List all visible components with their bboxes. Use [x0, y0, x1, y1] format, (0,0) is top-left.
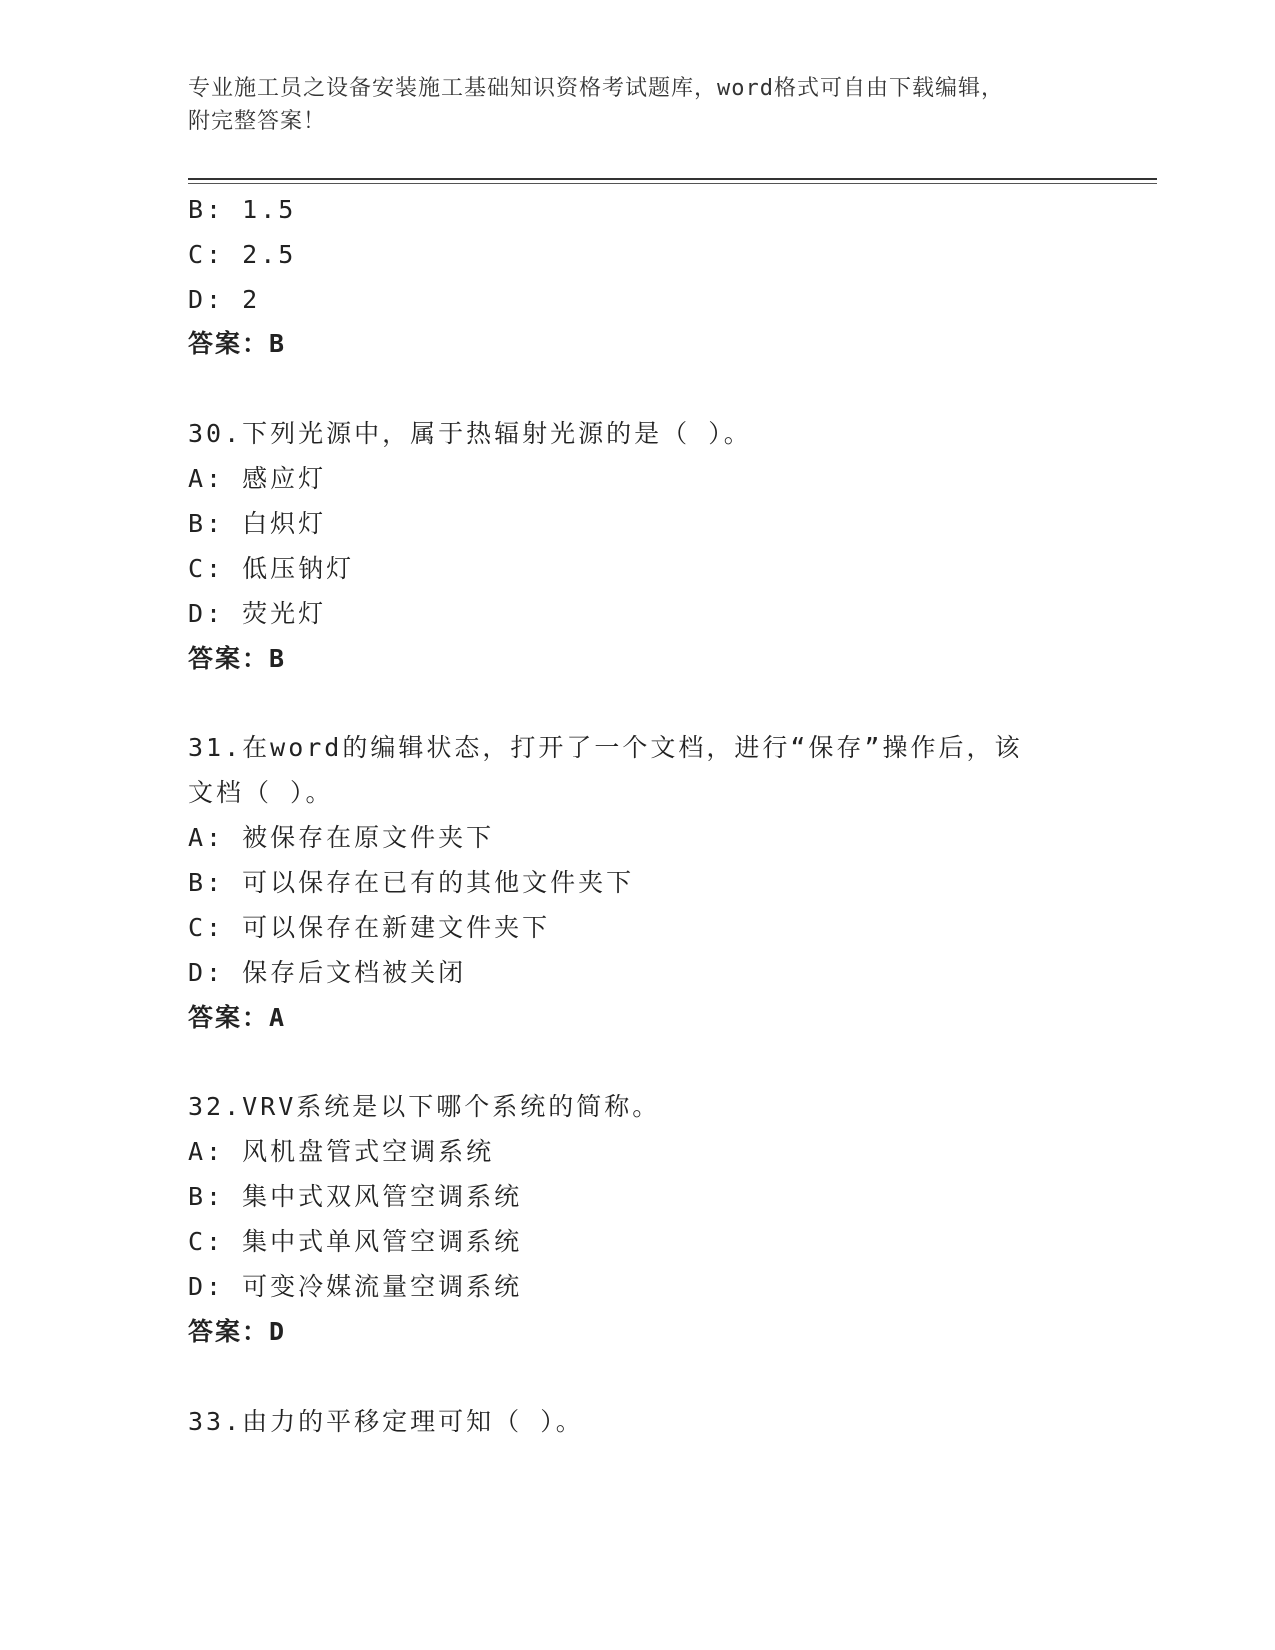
header-title-line-2: 附完整答案！: [188, 109, 327, 134]
q31-answer: 答案：A: [188, 1003, 287, 1032]
q30-option-a: A: 感应灯: [188, 464, 327, 493]
q30-question: 30.下列光源中，属于热辐射光源的是（ ）。: [188, 419, 752, 448]
q32-option-d: D: 可变冷媒流量空调系统: [188, 1272, 523, 1301]
q29-option-c: C: 2.5: [188, 240, 297, 269]
q32-option-a: A: 风机盘管式空调系统: [188, 1137, 495, 1166]
q30-option-d: D: 荧光灯: [188, 599, 327, 628]
q32-option-c: C: 集中式单风管空调系统: [188, 1227, 523, 1256]
header-title-line-1: 专业施工员之设备安装施工基础知识资格考试题库，word格式可自由下载编辑，: [188, 76, 1004, 101]
header-divider-thin: [188, 183, 1157, 184]
q31-option-c: C: 可以保存在新建文件夹下: [188, 913, 551, 942]
q31-question-line-1: 31.在word的编辑状态，打开了一个文档，进行“保存”操作后，该: [188, 733, 1023, 762]
q31-option-d: D: 保存后文档被关闭: [188, 958, 467, 987]
q32-answer: 答案：D: [188, 1317, 287, 1346]
q31-option-a: A: 被保存在原文件夹下: [188, 823, 495, 852]
q30-answer: 答案：B: [188, 644, 287, 673]
document-header: [188, 72, 1088, 138]
header-divider-thick: [188, 178, 1157, 180]
q29-option-d: D: 2: [188, 285, 261, 314]
q32-option-b: B: 集中式双风管空调系统: [188, 1182, 523, 1211]
q33-question: 33.由力的平移定理可知（ ）。: [188, 1407, 584, 1436]
q30-option-b: B: 白炽灯: [188, 509, 327, 538]
q29-answer: 答案：B: [188, 329, 287, 358]
q29-option-b: B: 1.5: [188, 195, 297, 224]
q31-question-line-2: 文档（ ）。: [188, 778, 334, 807]
q30-option-c: C: 低压钠灯: [188, 554, 355, 583]
q32-question: 32.VRV系统是以下哪个系统的简称。: [188, 1092, 661, 1121]
q31-option-b: B: 可以保存在已有的其他文件夹下: [188, 868, 635, 897]
